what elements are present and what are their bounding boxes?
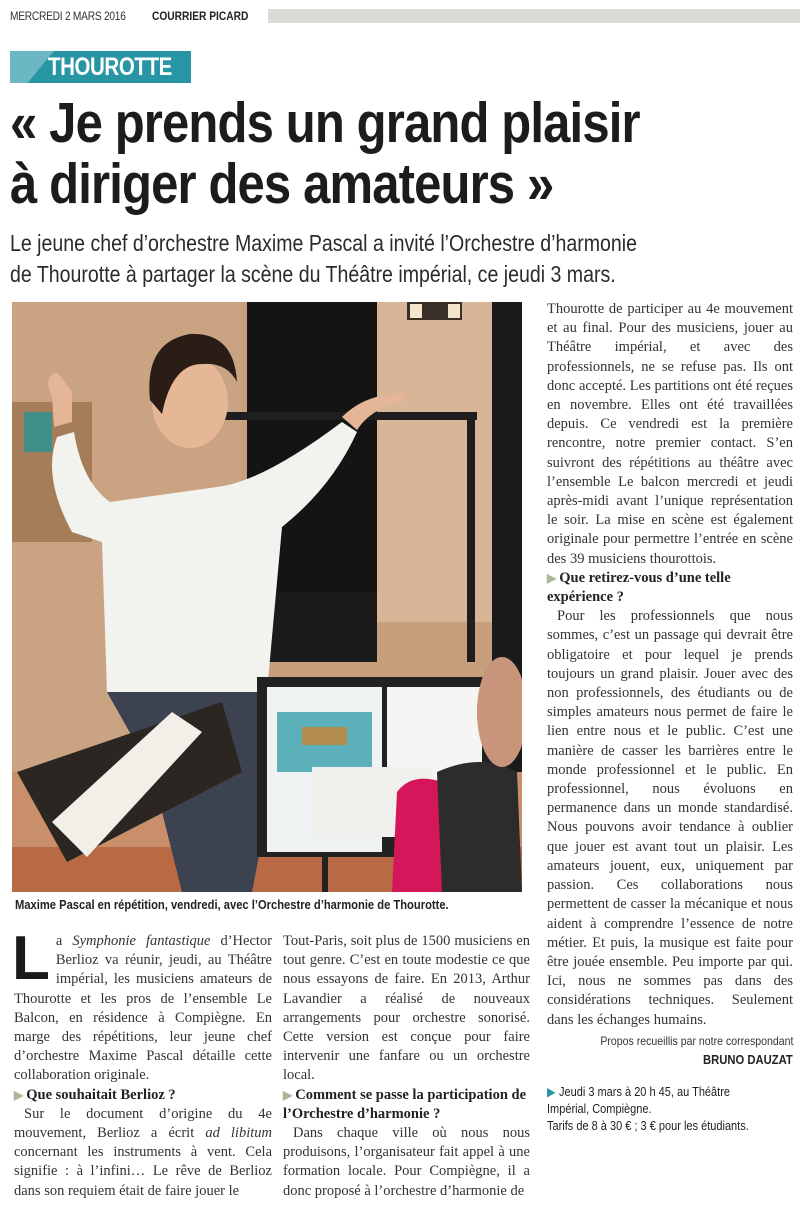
question-1-text: Que souhaitait Berlioz ? — [26, 1086, 176, 1103]
arrow-right-icon: ▶ — [547, 1085, 556, 1100]
signature-text: Propos recueillis par notre correspondant — [599, 1033, 793, 1048]
event-info-box — [547, 1084, 793, 1135]
question-2 — [283, 1086, 530, 1124]
conductor-rehearsal-image — [12, 302, 522, 892]
answer-1-italic: ad libitum — [205, 1125, 272, 1142]
intro-text-start: a — [55, 933, 73, 949]
question-3 — [547, 569, 793, 607]
author-name-text: BRUNO DAUZAT — [703, 1052, 793, 1067]
intro-text: d’Hector Berlioz va réunir, jeudi, au Théâtre impérial, les musiciens amateurs de Thourotte et les pros de l’ensemble Le Balcon, en résidence à Compiègne. En marge des répétitions, leur jeune chef d’orchestre Maxime Pascal détaille cette collaboration originale. — [14, 933, 272, 1084]
triangle-bullet-icon: ▶ — [14, 1087, 24, 1102]
author-name — [547, 1051, 793, 1070]
article-intro — [12, 924, 272, 1086]
question-2-text: Comment se passe la participation de l’Orchestre d’harmonie ? — [283, 1086, 527, 1122]
newspaper-name: COURRIER PICARD — [152, 9, 249, 23]
photo-caption: Maxime Pascal en répétition, vendredi, avec l’Orchestre d’harmonie de Thourotte. — [15, 897, 449, 912]
answer-1 — [14, 1105, 272, 1201]
triangle-bullet-icon: ▶ — [547, 570, 557, 585]
drop-cap: L — [12, 924, 50, 993]
answer-3: Pour les professionnels que nous sommes, c’est un passage qui devrait être obligatoire et pour lequel je prends toujours un grand plaisir. Jouer avec des non professionnels, des étudiants ou de simples amateurs nous permet de faire le lien entre nous et le public. C’est une manière de casser les barrières entre le monde professionnel et le public. En professionnel, nous évoluons en permanence dans un monde standardisé. Nous pouvons avoir tendance à oublier que jouer est avant tout un plaisir. Les amateurs jouent, eux, uniquement par passion. Ces collaborations nous permettent de casser la mécanique et nous aident à comprendre l’essence de notre métier. Et puis, la musique est faite pour être jouée ensemble. Peu importe par qui. Ici, nous ne sommes pas dans des considérations techniques. Seulement dans les échanges humains. — [547, 608, 793, 1028]
section-label: THOUROTTE — [48, 53, 172, 81]
page-header — [10, 8, 249, 24]
standfirst-line-1: Le jeune chef d’orchestre Maxime Pascal a invité l’Orchestre d’harmonie — [10, 230, 637, 256]
event-info-line-2: Impérial, Compiègne. — [547, 1102, 652, 1117]
triangle-bullet-icon: ▶ — [283, 1087, 293, 1102]
headline — [10, 93, 790, 215]
work-title: Symphonie fantastique — [72, 933, 211, 949]
answer-1-continued: Tout-Paris, soit plus de 1500 musiciens en tout genre. C’est en toute modestie ce que nous essayons de faire. En 2013, Arthur Lavandier a réalisé de nouveaux arrangements pour orchestre sonorisé. Cette version est conçue pour faire intervenir une fanfare ou un orchestre local. — [283, 933, 530, 1084]
answer-2: Thourotte de participer au 4e mouvement et au final. Pour des musiciens, jouer au Théâtre impérial, et avec des professionnels, ne se refuse pas. Ils ont donc accepté. Les partitions ont été reçues en novembre. Elles ont été travaillées depuis. Ce vendredi est la première rencontre, notre premier contact. S’en suivront des répétitions au théâtre avec l’ensemble Le balcon mercredi et jeudi après-midi avant l’unique représentation le soir. La mise en scène est également originale pour permettre l’entrée en scène des 39 musiciens thourottois. — [547, 301, 793, 567]
headline-line-2: à diriger des amateurs » — [10, 152, 554, 216]
event-info-line-1 — [547, 1084, 763, 1101]
answer-2-start: Dans chaque ville où nous nous produisons, l’organisateur fait appel à une formation locale. Pour Compiègne, il a donc proposé à l’orchestre d’harmonie de — [283, 1125, 530, 1199]
answer-1-text-end: concernant les instruments à vent. Cela signifie : à l’infini… Le rêve de Berlioz dans son requiem était de faire jouer le — [14, 1144, 272, 1199]
issue-date: MERCREDI 2 MARS 2016 — [10, 9, 126, 23]
event-prices: Tarifs de 8 à 30 € ; 3 € pour les étudiants. — [547, 1119, 749, 1134]
article-photo — [12, 302, 522, 892]
standfirst-line-2: de Thourotte à partager la scène du Théâtre impérial, ce jeudi 3 mars. — [10, 261, 616, 287]
header-rule — [268, 9, 800, 23]
standfirst — [10, 228, 800, 290]
article-column-1 — [12, 924, 272, 1201]
question-1 — [14, 1086, 272, 1105]
article-column-2 — [283, 932, 530, 1201]
headline-line-1: « Je prends un grand plaisir — [10, 91, 640, 155]
answer-1-text-start: Sur le document d’origine du 4e mouvement, Berlioz a écrit — [14, 1105, 272, 1142]
section-tag — [10, 51, 191, 83]
question-3-text: Que retirez-vous d’une telle expérience ? — [547, 569, 731, 606]
event-date-text: Jeudi 3 mars à 20 h 45, au Théâtre — [558, 1085, 731, 1100]
article-column-3 — [547, 300, 793, 1135]
signature-line — [547, 1032, 793, 1051]
